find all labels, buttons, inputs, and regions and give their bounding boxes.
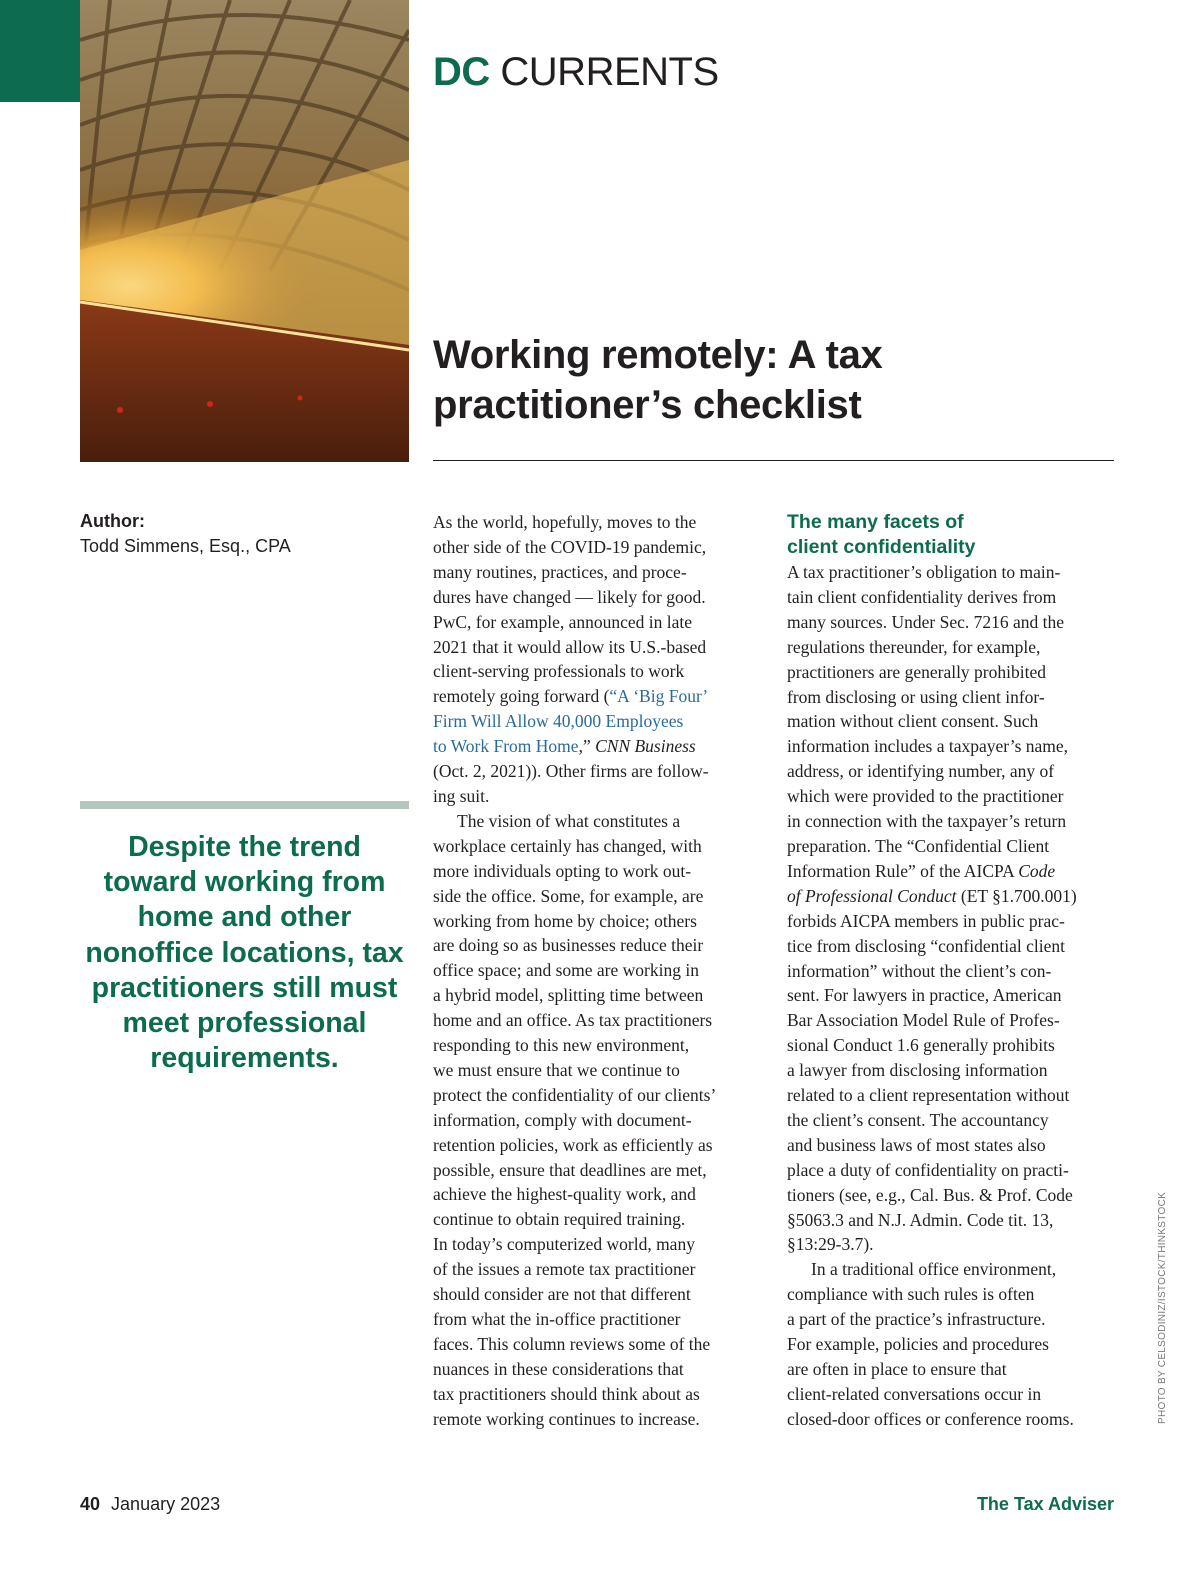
body-text-line: client-related conversations occur in: [787, 1383, 1042, 1404]
body-text-line: practitioners are generally prohibited: [787, 661, 1046, 682]
page-number: 40: [80, 1494, 101, 1514]
body-text-line: working from home by choice; others: [433, 910, 697, 931]
section-color-block: [0, 0, 80, 102]
body-text-line: dures have changed — likely for good.: [433, 586, 706, 607]
author-name: Todd Simmens, Esq., CPA: [80, 536, 291, 556]
body-text-line: of the issues a remote tax practitioner: [433, 1259, 696, 1280]
section-prefix: DC: [433, 50, 490, 94]
body-text-line: ing suit.: [433, 785, 490, 806]
body-text-line: [433, 709, 763, 734]
body-text-line: client-serving professionals to work: [433, 661, 685, 682]
body-text-line: home and an office. As tax practitioners: [433, 1010, 713, 1031]
body-text-line: continue to obtain required training.: [433, 1209, 686, 1230]
text-run: remotely going forward (: [433, 686, 610, 707]
subheading-line: client confidentiality: [787, 536, 976, 558]
body-text-line: In a traditional office environment,: [811, 1259, 1057, 1280]
body-text-line: a part of the practice’s infrastructure.: [787, 1309, 1046, 1330]
publication-name: The Tax Adviser: [976, 1494, 1114, 1514]
body-text-line: from what the in-office practitioner: [433, 1309, 681, 1329]
body-text-line: [433, 684, 763, 709]
body-text-line: tax practitioners should think about as: [433, 1383, 700, 1404]
body-text-line: the client’s consent. The accountancy: [787, 1109, 1049, 1130]
subheading-line: The many facets of: [787, 511, 964, 533]
body-text-line: retention policies, work as efficiently as: [433, 1134, 713, 1155]
body-text-line: we must ensure that we continue to: [433, 1059, 680, 1080]
headline-divider: [433, 460, 1114, 461]
article-link[interactable]: Firm Will Allow 40,000 Employees: [433, 711, 684, 732]
body-text-line: and business laws of most states also: [787, 1134, 1046, 1155]
body-text-line: A tax practitioner’s obligation to main-: [787, 562, 1061, 582]
body-text-line: information” without the client’s con-: [787, 960, 1052, 981]
body-text-line: other side of the COVID-19 pandemic,: [433, 536, 707, 557]
body-text-line: sent. For lawyers in practice, American: [787, 985, 1062, 1006]
body-text-line: many sources. Under Sec. 7216 and the: [787, 611, 1065, 632]
section-name: CURRENTS: [500, 50, 719, 94]
body-text-line: faces. This column reviews some of the: [433, 1333, 711, 1354]
text-run: Information Rule” of the AICPA: [787, 860, 1019, 881]
italic-text: Code: [1018, 860, 1056, 881]
body-text-line: closed-door offices or conference rooms.: [787, 1408, 1074, 1429]
body-text-line: should consider are not that different: [433, 1284, 691, 1305]
body-column-1: [433, 510, 763, 1432]
body-text-line: are doing so as businesses reduce their: [433, 935, 704, 956]
body-text-line: remote working continues to increase.: [433, 1408, 700, 1429]
body-text-line: side the office. Some, for example, are: [433, 885, 704, 906]
body-text-line: §5063.3 and N.J. Admin. Code tit. 13,: [787, 1209, 1054, 1230]
body-text-line: forbids AICPA members in public prac-: [787, 910, 1065, 931]
body-text-line: many routines, practices, and proce-: [433, 561, 687, 582]
body-text-line: tice from disclosing “confidential client: [787, 935, 1065, 956]
body-text-line: Bar Association Model Rule of Profes-: [787, 1010, 1060, 1031]
section-label: [433, 50, 719, 95]
italic-text: CNN Business: [595, 736, 696, 757]
body-text-line: achieve the highest-quality work, and: [433, 1184, 696, 1205]
body-column-2: [787, 510, 1117, 1432]
footer-left: [80, 1494, 220, 1515]
body-text-line: information includes a taxpayer’s name,: [787, 736, 1069, 757]
body-text-line: [787, 859, 1117, 884]
body-text-line: tioners (see, e.g., Cal. Bus. & Prof. Code: [787, 1184, 1073, 1205]
body-text-line: address, or identifying number, any of: [787, 761, 1055, 782]
body-text-line: place a duty of confidentiality on practi-: [787, 1159, 1069, 1180]
body-text-line: mation without client consent. Such: [787, 711, 1039, 732]
body-text-line: PwC, for example, announced in late: [433, 611, 693, 632]
body-text-line: The vision of what constitutes a: [457, 810, 681, 831]
body-text-line: office space; and some are working in: [433, 960, 699, 981]
body-text-line: [433, 734, 763, 759]
body-text-line: from disclosing or using client infor-: [787, 686, 1045, 707]
article-link[interactable]: “A ‘Big Four’: [609, 686, 709, 707]
author-label: Author:: [80, 511, 145, 531]
body-text-line: regulations thereunder, for example,: [787, 636, 1041, 657]
body-text-line: workplace certainly has changed, with: [433, 835, 702, 856]
article-headline: Working remotely: A tax practitioner’s checklist: [433, 333, 883, 427]
body-text-line: sional Conduct 1.6 generally prohibits: [787, 1035, 1055, 1056]
body-text-line: nuances in these considerations that: [433, 1358, 684, 1379]
body-text-line: 2021 that it would allow its U.S.-based: [433, 636, 707, 657]
body-text-line: possible, ensure that deadlines are met,: [433, 1159, 707, 1180]
body-text-line: For example, policies and procedures: [787, 1334, 1049, 1355]
body-text-line: are often in place to ensure that: [787, 1359, 1007, 1379]
body-text-line: (Oct. 2, 2021)). Other firms are follow-: [433, 761, 709, 782]
body-text-line: information, comply with document-: [433, 1109, 692, 1130]
pull-quote-rule: [80, 801, 409, 809]
italic-text: of Professional Conduct: [787, 885, 957, 906]
subway-tunnel-photo: [80, 0, 409, 462]
body-text-line: a lawyer from disclosing information: [787, 1060, 1048, 1081]
body-text-line: compliance with such rules is often: [787, 1284, 1035, 1305]
body-text-line: preparation. The “Confidential Client: [787, 835, 1050, 856]
body-text-line: more individuals opting to work out-: [433, 860, 692, 881]
text-run: ,”: [578, 736, 596, 757]
text-run: (ET §1.700.001): [956, 885, 1077, 906]
body-text-line: As the world, hopefully, moves to the: [433, 512, 697, 532]
body-text-line: a hybrid model, splitting time between: [433, 985, 704, 1006]
photo-credit: PHOTO BY CELSODINIZ/ISTOCK/THINKSTOCK: [1157, 1191, 1168, 1424]
body-text-line: In today’s computerized world, many: [433, 1234, 695, 1255]
body-text-line: tain client confidentiality derives from: [787, 586, 1057, 607]
body-text-line: protect the confidentiality of our clients’: [433, 1084, 717, 1105]
body-text-line: §13:29-3.7).: [787, 1234, 874, 1255]
pull-quote: Despite the trend toward working from home and other nonoffice locations, tax practitioners still must meet professional requirements.: [85, 831, 404, 1075]
body-text-line: related to a client representation without: [787, 1085, 1070, 1106]
body-text-line: in connection with the taxpayer’s return: [787, 811, 1067, 832]
body-text-line: which were provided to the practitioner: [787, 786, 1064, 807]
body-text-line: responding to this new environment,: [433, 1035, 690, 1056]
body-text-line: [787, 884, 1117, 909]
article-link[interactable]: to Work From Home: [433, 736, 579, 757]
body-column-2-text: [787, 560, 1117, 1432]
issue-date: January 2023: [111, 1494, 221, 1514]
